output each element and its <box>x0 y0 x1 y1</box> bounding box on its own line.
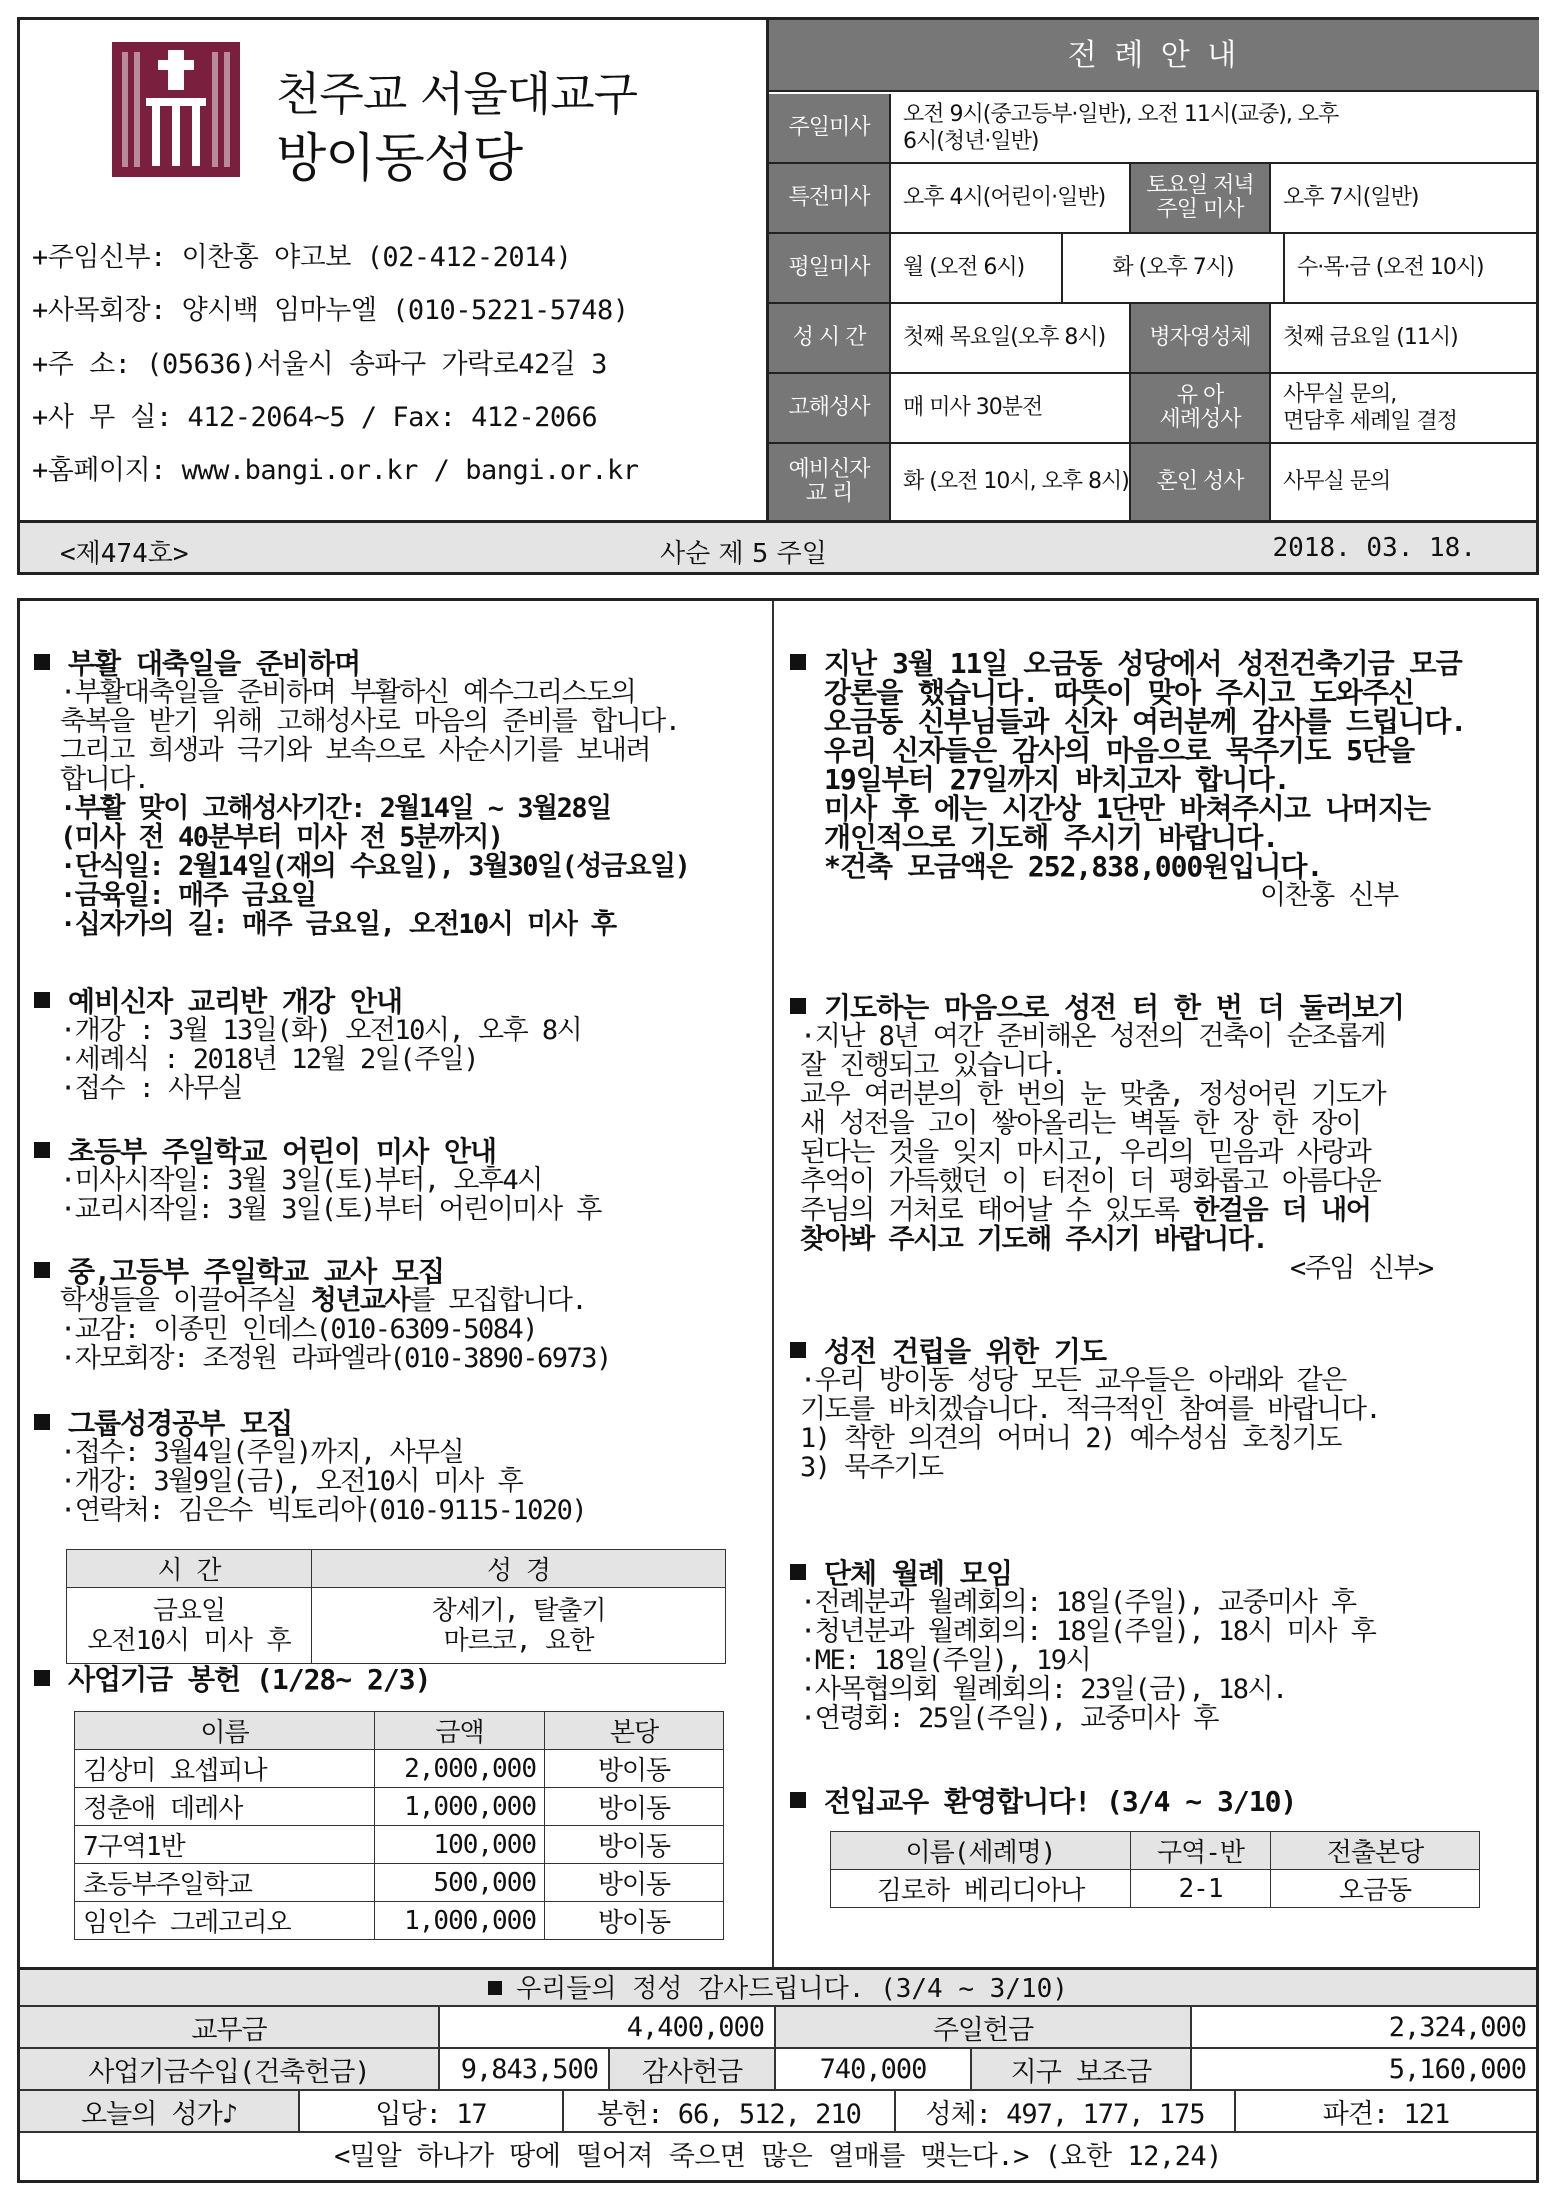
monthly-meeting-line: ·연령회: 25일(주일), 교중미사 후 <box>800 1703 1218 1734</box>
easter-line: 그리고 희생과 극기와 보속으로 사순시기를 보내려 <box>60 735 650 766</box>
prayer-look-line: 교우 여러분의 한 번의 눈 맞춤, 정성어린 기도가 <box>800 1079 1386 1110</box>
prayer-look-mixed-bold: 한걸음 더 내어 <box>1193 1195 1371 1226</box>
prayer-build-title <box>790 1337 1380 1366</box>
fund-parish: 방이동 <box>545 1902 724 1940</box>
easter-title <box>34 649 689 678</box>
vigil-mass-label: 특전미사 <box>769 164 891 232</box>
catechumen-label <box>769 444 891 520</box>
teacher-recruit-lead <box>60 1286 611 1315</box>
fund-name: 정춘애 데레사 <box>75 1788 375 1826</box>
catechumen-value: 화 (오전 10시, 오후 8시) <box>891 444 1131 520</box>
offering-row-2 <box>20 2049 1536 2091</box>
gratitude-offering-value: 740,000 <box>776 2049 972 2089</box>
fund-name: 초등부주일학교 <box>75 1864 375 1902</box>
saturday-mass-label-1: 토요일 저녁 <box>1146 172 1254 198</box>
bullet-square-icon <box>488 1981 502 1995</box>
offering-row-1 <box>20 2007 1536 2049</box>
sick-communion-label: 병자영성체 <box>1131 304 1271 372</box>
issue-date: 2018. 03. 18. <box>1272 533 1476 563</box>
sunday-offering-value: 2,324,000 <box>1388 2011 1526 2043</box>
prayer-look-section <box>790 993 1433 1283</box>
monthly-meetings-section <box>790 1559 1375 1733</box>
gyomu-label: 교무금 <box>20 2007 440 2047</box>
prayer-look-line: 잘 진행되고 있습니다. <box>800 1050 1066 1081</box>
liturgical-sunday: 사순 제 5 주일 <box>660 539 827 569</box>
bullet-square-icon <box>34 1142 50 1158</box>
hymn-row <box>20 2091 1536 2133</box>
fund-amount: 1,000,000 <box>375 1902 545 1940</box>
issue-number: <제474호> <box>60 539 189 569</box>
teacher-recruit-title-text: 중,고등부 주일학교 교사 모집 <box>68 1255 445 1288</box>
info-office: +사 무 실: 412-2064~5 / Fax: 412-2066 <box>32 402 598 433</box>
easter-stations-cross: ·십자가의 길: 매주 금요일, 오전10시 미사 후 <box>60 909 616 940</box>
teacher-recruit-title <box>34 1257 611 1286</box>
bible-col-time: 시 간 <box>67 1550 312 1588</box>
sunday-mass-line-1: 오전 9시(중고등부·일반), 오전 11시(교중), 오후 <box>903 101 1339 127</box>
bullet-square-icon <box>790 998 806 1014</box>
infant-baptism-value <box>1271 374 1539 442</box>
bible-time-day: 금요일 <box>152 1595 226 1626</box>
newcomer-col-name: 이름(세례명) <box>831 1832 1131 1870</box>
catechumen-label-2: 교 리 <box>805 481 853 506</box>
weekday-mass-row <box>769 234 1539 304</box>
easter-confession-hours: (미사 전 40분부터 미사 전 5분까지) <box>60 822 503 853</box>
building-line: 지난 3월 11일 오금동 성당에서 성전건축기금 모금 <box>824 647 1462 680</box>
building-line: 오금동 신부님들과 신자 여러분께 감사를 드립니다. <box>824 705 1467 738</box>
confession-row <box>769 374 1539 444</box>
bible-study-section <box>34 1409 586 1525</box>
prayer-build-title-text: 성전 건립을 위한 기도 <box>824 1335 1107 1368</box>
infant-baptism-label-1: 유 아 <box>1176 382 1224 408</box>
prayer-look-mixed-line <box>800 1196 1433 1225</box>
bullet-square-icon <box>790 1564 806 1580</box>
newcomer-name: 김로하 베리디아나 <box>831 1870 1131 1908</box>
fund-name: 김상미 요셉피나 <box>75 1750 375 1788</box>
bible-study-line: ·접수: 3월4일(주일)까지, 사무실 <box>60 1437 464 1468</box>
table-row <box>75 1902 724 1940</box>
fund-amount: 1,000,000 <box>375 1788 545 1826</box>
bible-books-old: 창세기, 탈출기 <box>431 1595 606 1626</box>
prayer-build-line: ·우리 방이동 성당 모든 교우들은 아래와 같은 <box>800 1365 1346 1396</box>
children-mass-title-text: 초등부 주일학교 어린이 미사 안내 <box>68 1135 497 1168</box>
bible-time-hour: 오전10시 미사 후 <box>87 1625 291 1656</box>
weekday-mass-wed-fri: 수·목·금 (오전 10시) <box>1297 255 1484 281</box>
easter-confession-period: ·부활 맞이 고해성사기간: 2월14일 ~ 3월28일 <box>60 793 611 824</box>
easter-line: 합니다. <box>60 764 149 795</box>
bullet-square-icon <box>34 654 50 670</box>
fund-parish: 방이동 <box>545 1750 724 1788</box>
gyomu-value: 4,400,000 <box>440 2007 776 2047</box>
building-fund-value: 9,843,500 <box>440 2049 610 2089</box>
fund-amount: 2,000,000 <box>375 1750 545 1788</box>
prayer-look-bold-line: 찾아봐 주시고 기도해 주시기 바랍니다. <box>800 1224 1268 1255</box>
liturgy-title: 전 례 안 내 <box>769 20 1539 92</box>
district-subsidy-label: 지구 보조금 <box>972 2049 1192 2089</box>
confession-value: 매 미사 30분전 <box>891 374 1131 442</box>
holy-hour-row <box>769 304 1539 374</box>
catechumen-line: ·접수 : 사무실 <box>60 1073 242 1104</box>
fund-col-amount: 금액 <box>375 1712 545 1750</box>
building-fund-total: *건축 모금액은 252,838,000원입니다. <box>824 850 1323 883</box>
scripture-motto: <밀알 하나가 땅에 떨어져 죽으면 많은 열매를 맺는다.> (요한 12,24) <box>334 2141 1222 2172</box>
prayer-look-title-text: 기도하는 마음으로 성전 터 한 번 더 둘러보기 <box>824 991 1404 1024</box>
holy-hour-value: 첫째 목요일(오후 8시) <box>891 304 1131 372</box>
children-mass-section <box>34 1137 601 1224</box>
hymn-label: 오늘의 성가♪ <box>20 2091 300 2131</box>
hymn-offertory: 봉헌: 66, 512, 210 <box>564 2091 896 2131</box>
easter-abstinence-days: ·금육일: 매주 금요일 <box>60 880 316 911</box>
info-pastor: +주임신부: 이찬홍 야고보 (02-412-2014) <box>32 242 572 273</box>
bullet-square-icon <box>34 1414 50 1430</box>
newcomers-section <box>790 1787 1296 1816</box>
church-logo-icon <box>112 42 240 177</box>
fund-amount: 500,000 <box>375 1864 545 1902</box>
bulletin-body <box>17 598 1539 2183</box>
teacher-recruit-section <box>34 1257 611 1373</box>
bullet-square-icon <box>790 654 806 670</box>
prayer-look-mixed-pre: 주님의 거처로 태어날 수 있도록 <box>800 1195 1194 1226</box>
info-council-president: +사목회장: 양시백 임마누엘 (010-5221-5748) <box>32 295 629 326</box>
church-organization: 천주교 서울대교구 <box>276 67 638 121</box>
fund-title <box>34 1665 430 1694</box>
holy-hour-label: 성 시 간 <box>769 304 891 372</box>
sunday-offering-label: 주일헌금 <box>776 2007 1192 2047</box>
sick-communion-value: 첫째 금요일 (11시) <box>1283 325 1458 351</box>
info-address: +주 소: (05636)서울시 송파구 가락로42길 3 <box>32 349 607 380</box>
info-homepage: +홈페이지: www.bangi.or.kr / bangi.or.kr <box>32 455 639 486</box>
newcomer-area: 2-1 <box>1131 1870 1271 1908</box>
newcomer-col-area: 구역-반 <box>1131 1832 1271 1870</box>
building-fund-text <box>790 649 1466 881</box>
sunday-mass-line-2: 6시(청년·일반) <box>903 129 1039 154</box>
hymn-dismissal: 파견: 121 <box>1322 2098 1450 2130</box>
hymn-entrance: 입당: 17 <box>300 2091 564 2131</box>
bible-study-table <box>66 1549 726 1664</box>
offering-thanks-title <box>20 1967 1536 2007</box>
saturday-mass-label-2: 주일 미사 <box>1156 197 1244 222</box>
hymn-communion: 성체: 497, 177, 175 <box>896 2091 1236 2131</box>
prayer-look-title <box>790 993 1433 1022</box>
fund-name: 임인수 그레고리오 <box>75 1902 375 1940</box>
bullet-square-icon <box>34 992 50 1008</box>
bulletin-header <box>17 17 1539 575</box>
monthly-meeting-line: ·전례분과 월례회의: 18일(주일), 교중미사 후 <box>800 1587 1356 1618</box>
column-divider <box>772 601 774 1967</box>
bullet-square-icon <box>790 1342 806 1358</box>
building-line: 개인적으로 기도해 주시기 바랍니다. <box>824 821 1279 854</box>
church-name: 방이동성당 <box>276 129 523 189</box>
gratitude-offering-label: 감사헌금 <box>610 2049 776 2089</box>
building-line: 우리 신자들은 감사의 마음으로 묵주기도 5단을 <box>824 734 1415 767</box>
fund-amount: 100,000 <box>375 1826 545 1864</box>
children-mass-line: ·교리시작일: 3월 3일(토)부터 어린이미사 후 <box>60 1194 601 1225</box>
bible-books-cell <box>312 1588 726 1664</box>
sunday-mass-row <box>769 94 1539 164</box>
prayer-look-line: 된다는 것을 잊지 마시고, 우리의 믿음과 사랑과 <box>800 1137 1371 1168</box>
wedding-label: 혼인 성사 <box>1131 444 1271 520</box>
monthly-meetings-title-text: 단체 월례 모임 <box>824 1557 1013 1590</box>
prayer-build-line: 1) 착한 의견의 어머니 2) 예수성심 호칭기도 <box>800 1423 1341 1454</box>
teacher-recruit-line: ·교감: 이종민 인데스(010-6309-5084) <box>60 1314 538 1345</box>
infant-baptism-label-2: 세례성사 <box>1159 407 1241 432</box>
children-mass-title <box>34 1137 601 1166</box>
saturday-mass-value: 오후 7시(일반) <box>1283 185 1419 211</box>
building-fund-label: 사업기금수입(건축헌금) <box>20 2049 440 2089</box>
infant-baptism-value-2: 면담후 세례일 결정 <box>1283 409 1458 434</box>
bible-study-title-text: 그룹성경공부 모집 <box>68 1407 293 1440</box>
teacher-recruit-line: ·자모회장: 조정원 라파엘라(010-3890-6973) <box>60 1343 611 1374</box>
bible-study-line: ·개강: 3월9일(금), 오전10시 미사 후 <box>60 1466 523 1497</box>
table-row <box>75 1750 724 1788</box>
church-info-panel <box>20 20 766 520</box>
catechumen-title <box>34 987 581 1016</box>
newcomer-col-from: 전출본당 <box>1271 1832 1480 1870</box>
catechumen-row <box>769 444 1539 520</box>
bible-study-title <box>34 1409 586 1438</box>
newcomers-title <box>790 1787 1296 1816</box>
prayer-build-section <box>790 1337 1380 1482</box>
catechumen-label-1: 예비신자 <box>788 456 870 482</box>
teacher-lead-text: 학생들을 이끌어주실 <box>60 1285 311 1316</box>
building-fund-section <box>790 649 1466 910</box>
monthly-meeting-line: ·사목협의회 월례회의: 23일(금), 18시. <box>800 1674 1287 1705</box>
bullet-square-icon <box>790 1792 806 1808</box>
fund-parish: 방이동 <box>545 1864 724 1902</box>
table-row <box>75 1788 724 1826</box>
building-line: 미사 후 에는 시간상 1단만 바쳐주시고 나머지는 <box>824 792 1430 825</box>
easter-line: 축복을 받기 위해 고해성사로 마음의 준비를 합니다. <box>60 706 680 737</box>
monthly-meeting-line: ·청년분과 월례회의: 18일(주일), 18시 미사 후 <box>800 1616 1376 1647</box>
teacher-lead-bold: 청년교사 <box>310 1285 410 1316</box>
fund-col-name: 이름 <box>75 1712 375 1750</box>
easter-title-text: 부활 대축일을 준비하며 <box>68 647 361 680</box>
bible-books-new: 마르코, 요한 <box>443 1625 594 1656</box>
fund-table <box>74 1711 724 1940</box>
bible-col-books: 성 경 <box>312 1550 726 1588</box>
catechumen-line: ·개강 : 3월 13일(화) 오전10시, 오후 8시 <box>60 1015 582 1046</box>
infant-baptism-value-1: 사무실 문의, <box>1283 381 1397 407</box>
weekday-mass-monday: 월 (오전 6시) <box>891 234 1063 302</box>
fund-name: 7구역1반 <box>75 1826 375 1864</box>
easter-line: ·부활대축일을 준비하며 부활하신 예수그리스도의 <box>60 677 636 708</box>
vigil-mass-row <box>769 164 1539 234</box>
bullet-square-icon <box>34 1262 50 1278</box>
monthly-meetings-title <box>790 1559 1375 1588</box>
sunday-mass-label: 주일미사 <box>769 94 891 162</box>
easter-section <box>34 649 689 939</box>
building-signature: 이찬홍 신부 <box>1260 880 1398 911</box>
building-line: 강론을 했습니다. 따뜻이 맞아 주시고 도와주신 <box>824 676 1415 709</box>
fund-parish: 방이동 <box>545 1826 724 1864</box>
issue-bar <box>20 520 1536 572</box>
weekday-mass-tuesday: 화 (오후 7시) <box>1063 234 1285 302</box>
prayer-build-line: 3) 묵주기도 <box>800 1452 943 1483</box>
liturgy-schedule <box>766 20 1539 520</box>
table-row <box>831 1870 1480 1908</box>
monthly-meeting-line: ·ME: 18일(주일), 19시 <box>800 1645 1091 1676</box>
sunday-mass-value <box>891 94 1539 162</box>
infant-baptism-label <box>1131 374 1271 442</box>
fund-section <box>34 1665 430 1694</box>
bible-time-cell <box>67 1588 312 1664</box>
newcomer-from: 오금동 <box>1271 1870 1480 1908</box>
catechumen-line: ·세례식 : 2018년 12월 2일(주일) <box>60 1044 478 1075</box>
prayer-look-line: 새 성전을 고이 쌓아올리는 벽돌 한 장 한 장이 <box>800 1108 1361 1139</box>
offering-thanks-title-text: 우리들의 정성 감사드립니다. (3/4 ~ 3/10) <box>516 1974 1068 2004</box>
bullet-square-icon <box>34 1670 50 1686</box>
district-subsidy-value: 5,160,000 <box>1388 2053 1526 2085</box>
children-mass-line: ·미사시작일: 3월 3일(토)부터, 오후4시 <box>60 1165 542 1196</box>
fund-parish: 방이동 <box>545 1788 724 1826</box>
wedding-value: 사무실 문의 <box>1283 469 1391 495</box>
easter-fasting-days: ·단식일: 2월14일(재의 수요일), 3월30일(성금요일) <box>60 851 690 882</box>
vigil-mass-value: 오후 4시(어린이·일반) <box>891 164 1131 232</box>
newcomers-title-text: 전입교우 환영합니다! (3/4 ~ 3/10) <box>824 1785 1297 1818</box>
catechumen-title-text: 예비신자 교리반 개강 안내 <box>68 985 403 1018</box>
fund-col-parish: 본당 <box>545 1712 724 1750</box>
saturday-mass-label <box>1131 164 1271 232</box>
prayer-look-signature: <주임 신부> <box>1290 1253 1433 1284</box>
bible-study-line: ·연락처: 김은수 빅토리아(010-9115-1020) <box>60 1495 587 1526</box>
newcomers-table <box>830 1831 1480 1908</box>
catechumen-section <box>34 987 581 1103</box>
confession-label: 고해성사 <box>769 374 891 442</box>
prayer-build-line: 기도를 바치겠습니다. 적극적인 참여를 바랍니다. <box>800 1394 1381 1425</box>
prayer-look-line: ·지난 8년 여간 준비해온 성전의 건축이 순조롭게 <box>800 1021 1386 1052</box>
building-line: 19일부터 27일까지 바치고자 합니다. <box>824 763 1290 796</box>
fund-title-text: 사업기금 봉헌 (1/28~ 2/3) <box>68 1663 431 1696</box>
weekday-mass-label: 평일미사 <box>769 234 891 302</box>
table-row <box>75 1864 724 1902</box>
table-row <box>75 1826 724 1864</box>
teacher-lead-end: 를 모집합니다. <box>409 1285 587 1316</box>
prayer-look-line: 추억이 가득했던 이 터전이 더 평화롭고 아름다운 <box>800 1166 1381 1197</box>
